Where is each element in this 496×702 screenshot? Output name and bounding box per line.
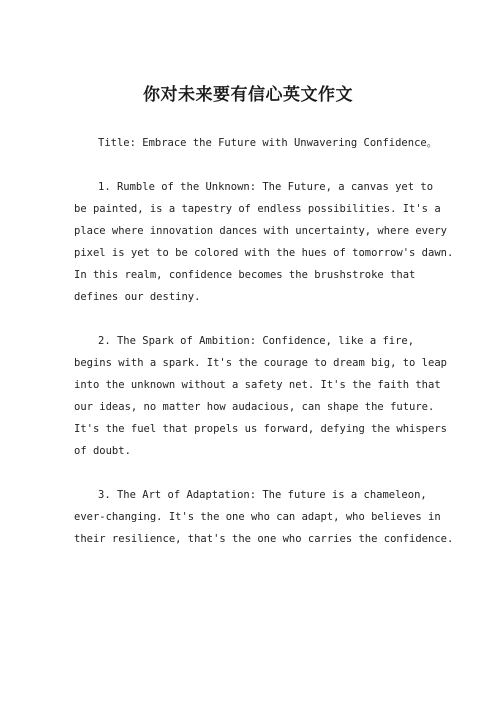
- paragraph-1: [74, 176, 454, 308]
- paragraph-line: begins with a spark. It's the courage to dream big, to leap: [74, 357, 447, 369]
- paragraph-line: place where innovation dances with uncertainty, where every: [74, 225, 447, 237]
- paragraph-line: 3. The Art of Adaptation: The future is a chameleon,: [98, 489, 427, 501]
- paragraph-3: [74, 484, 454, 550]
- paragraph-line: of doubt.: [74, 445, 131, 457]
- paragraph-gap: [74, 154, 434, 176]
- paragraph-line: 2. The Spark of Ambition: Confidence, like a fire,: [98, 335, 415, 347]
- paragraph-line: It's the fuel that propels us forward, defying the whispers: [74, 423, 447, 435]
- paragraph-line: In this realm, confidence becomes the brushstroke that: [74, 269, 416, 281]
- paragraph-2: [74, 330, 447, 462]
- paragraph-line: their resilience, that's the one who carries the confidence.: [74, 533, 454, 545]
- paragraph-line: be painted, is a tapestry of endless possibilities. It's a: [74, 203, 441, 215]
- paragraph-line: 1. Rumble of the Unknown: The Future, a canvas yet to: [98, 181, 434, 193]
- paragraph-line: ever-changing. It's the one who can adapt, who believes in: [74, 511, 441, 523]
- paragraph-line: our ideas, no matter how audacious, can shape the future.: [74, 401, 435, 413]
- paragraph-line: into the unknown without a safety net. It's the faith that: [74, 379, 441, 391]
- document-title: 你对未来要有信心英文作文: [143, 85, 353, 105]
- document-body: [74, 132, 454, 550]
- paragraph-gap: [74, 462, 434, 484]
- paragraph-gap: [74, 308, 434, 330]
- document-subtitle: Title: Embrace the Future with Unwavering Confidence。: [98, 137, 438, 149]
- paragraph-line: defines our destiny.: [74, 291, 201, 303]
- paragraph-line: pixel is yet to be colored with the hues of tomorrow's dawn.: [74, 247, 454, 259]
